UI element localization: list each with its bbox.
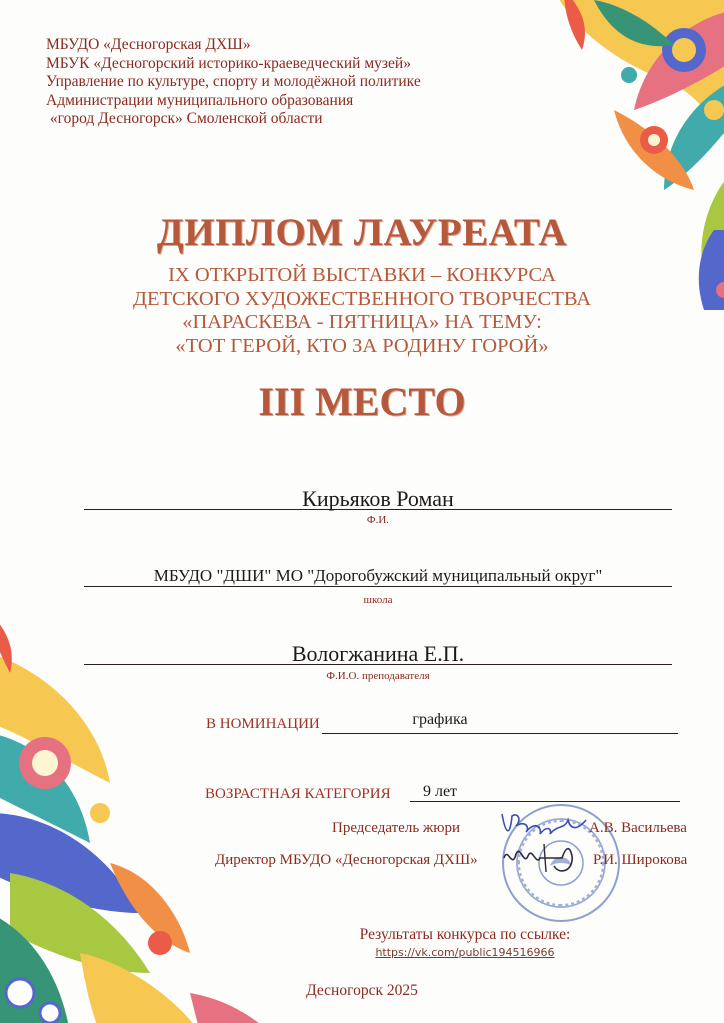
organizer-line: Управление по культуре, спорту и молодёжной политике bbox=[46, 73, 421, 90]
school-caption: школа bbox=[363, 594, 393, 606]
results-link[interactable]: https://vk.com/public194516966 bbox=[375, 946, 555, 959]
organizer-line: МБУК «Десногорский историко-краеведческий музей» bbox=[46, 54, 411, 72]
director-title: Директор МБУДО «Десногорская ДХШ» bbox=[215, 852, 478, 868]
diploma-title: ДИПЛОМ ЛАУРЕАТА bbox=[156, 211, 568, 254]
nomination-underline bbox=[322, 733, 678, 734]
place-award: III МЕСТО bbox=[258, 379, 466, 424]
school-name: МБУДО "ДШИ" МО "Дорогобужский муниципальный округ" bbox=[153, 566, 603, 585]
director-name: Р.И. Широкова bbox=[593, 852, 688, 868]
name-caption: Ф.И. bbox=[366, 514, 390, 526]
jury-chair-name: А.В. Васильева bbox=[589, 820, 687, 836]
subtitle-line: ДЕТСКОГО ХУДОЖЕСТВЕННОГО ТВОРЧЕСТВА bbox=[132, 287, 592, 310]
footer-place-year: Десногорск 2025 bbox=[306, 982, 418, 999]
organizer-line: Администрации муниципального образования bbox=[46, 91, 354, 109]
organizer-line: МБУДО «Десногорская ДХШ» bbox=[46, 36, 251, 53]
nomination-label: В НОМИНАЦИИ bbox=[206, 716, 320, 732]
results-text: Результаты конкурса по ссылке: bbox=[359, 926, 571, 943]
subtitle-line: «ТОТ ГЕРОЙ, КТО ЗА РОДИНУ ГОРОЙ» bbox=[175, 334, 549, 357]
subtitle-line: «ПАРАСКЕВА - ПЯТНИЦА» НА ТЕМУ: bbox=[182, 311, 542, 333]
age-category-label: ВОЗРАСТНАЯ КАТЕГОРИЯ bbox=[205, 786, 391, 802]
age-value: 9 лет bbox=[422, 783, 458, 800]
school-underline bbox=[84, 586, 672, 587]
organizers-block bbox=[46, 36, 421, 129]
nomination-value: графика bbox=[412, 711, 468, 728]
jury-chair-title: Председатель жюри bbox=[332, 820, 461, 836]
diploma-subtitle bbox=[0, 264, 724, 358]
teacher-caption: Ф.И.О. преподавателя bbox=[326, 670, 430, 682]
director-signature bbox=[500, 836, 586, 880]
teacher-name: Вологжанина Е.П. bbox=[291, 641, 465, 666]
organizer-line: «город Десногорск» Смоленской области bbox=[46, 110, 323, 127]
participant-name: Кирьяков Роман bbox=[302, 486, 454, 511]
subtitle-line: IX ОТКРЫТОЙ ВЫСТАВКИ – КОНКУРСА bbox=[168, 264, 556, 286]
